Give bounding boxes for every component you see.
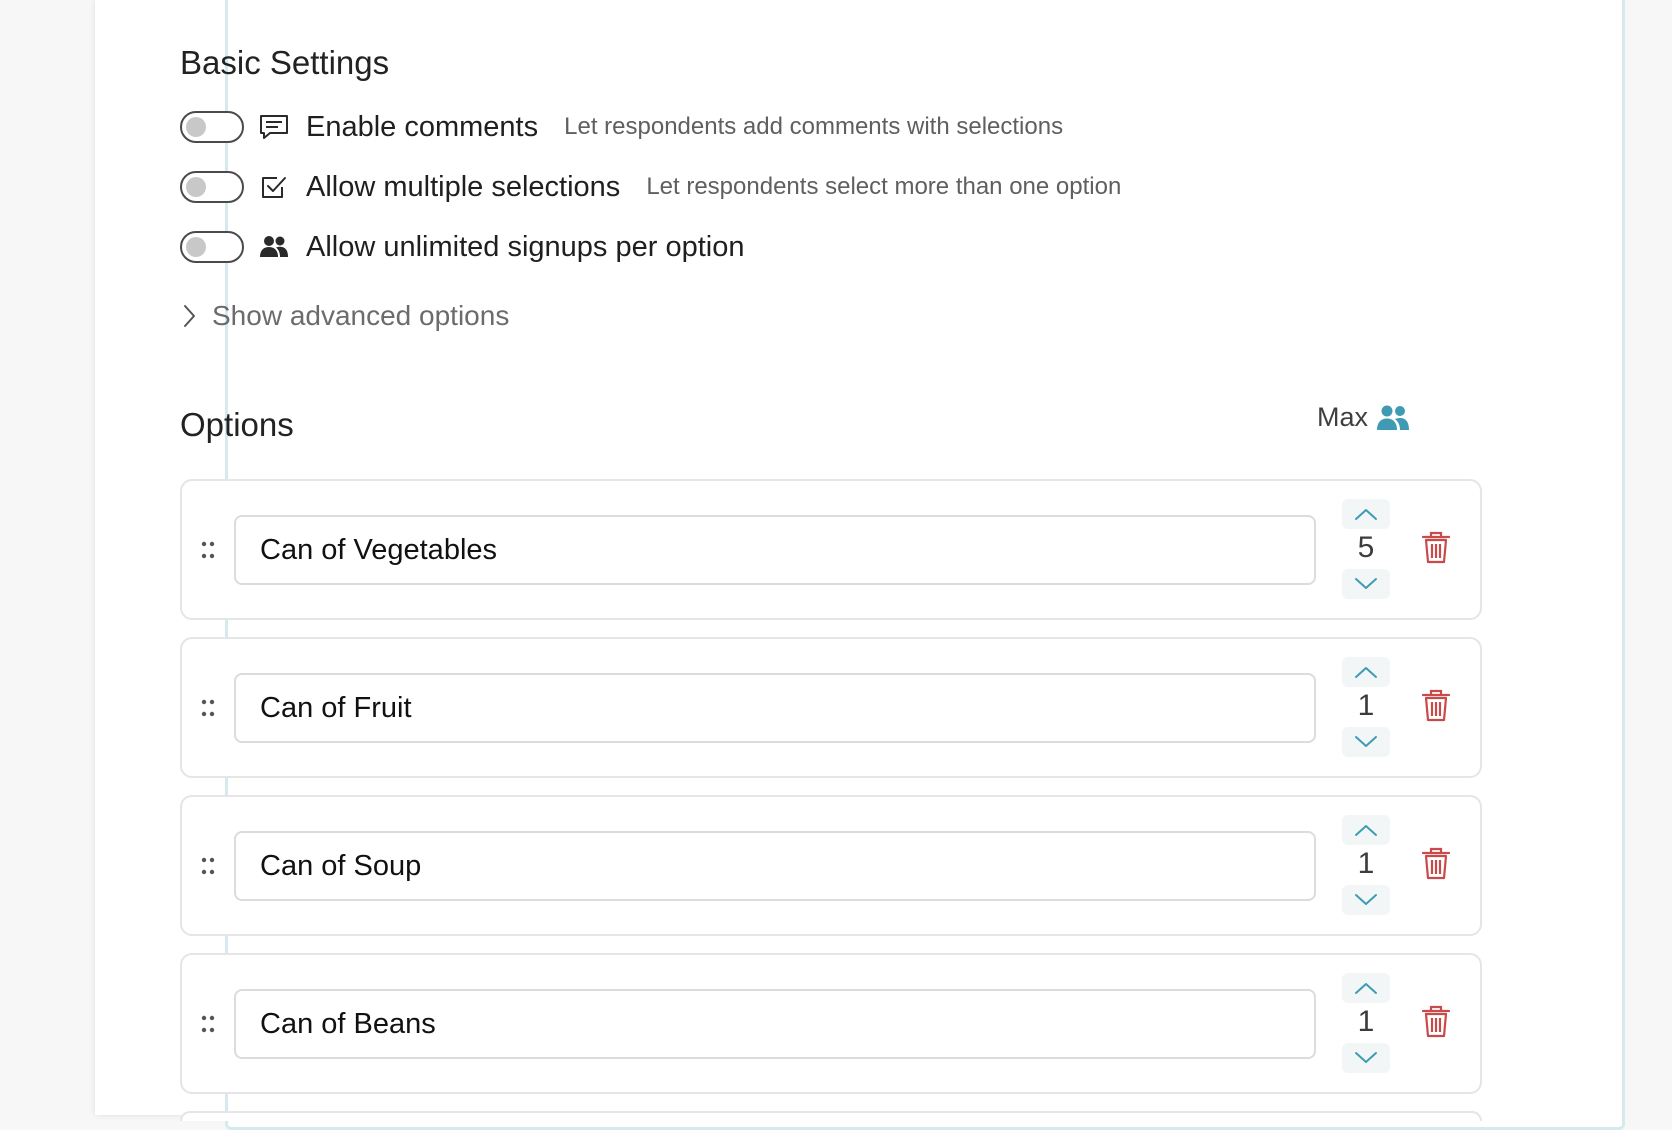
setting-unlimited-signups	[180, 229, 744, 265]
people-icon	[1376, 404, 1410, 432]
drag-handle-icon[interactable]	[198, 536, 218, 566]
decrement-button[interactable]	[1342, 569, 1390, 599]
option-card	[180, 953, 1482, 1094]
checkbox-icon	[258, 171, 290, 203]
setting-enable-comments	[180, 109, 1063, 145]
max-stepper	[1342, 657, 1392, 762]
max-header	[1317, 402, 1410, 433]
increment-button[interactable]	[1342, 973, 1390, 1003]
multiple-selections-toggle[interactable]	[180, 171, 244, 203]
chevron-up-icon	[1353, 980, 1379, 996]
option-card-partial	[180, 1111, 1482, 1121]
unlimited-signups-toggle[interactable]	[180, 231, 244, 263]
trash-icon[interactable]	[1420, 531, 1452, 565]
max-value[interactable]: 1	[1357, 847, 1375, 880]
setting-multiple-selections	[180, 169, 1121, 205]
enable-comments-description: Let respondents add comments with selections	[564, 113, 1064, 140]
max-label: Max	[1317, 402, 1369, 432]
option-card	[180, 479, 1482, 620]
show-advanced-options[interactable]	[180, 300, 509, 332]
drag-handle-icon[interactable]	[198, 852, 218, 882]
max-stepper	[1342, 815, 1392, 920]
increment-button[interactable]	[1342, 657, 1390, 687]
option-name-input[interactable]: Can of Beans	[234, 989, 1316, 1059]
trash-icon[interactable]	[1420, 847, 1452, 881]
toggle-knob	[186, 237, 206, 257]
unlimited-signups-label: Allow unlimited signups per option	[306, 230, 745, 263]
chevron-down-icon	[1353, 892, 1379, 908]
chevron-up-icon	[1353, 822, 1379, 838]
drag-handle-icon[interactable]	[198, 694, 218, 724]
chevron-down-icon	[1353, 734, 1379, 750]
option-card	[180, 637, 1482, 778]
max-stepper	[1342, 499, 1392, 604]
trash-icon[interactable]	[1420, 1005, 1452, 1039]
drag-handle-icon[interactable]	[198, 1010, 218, 1040]
enable-comments-label: Enable comments	[306, 110, 539, 143]
increment-button[interactable]	[1342, 499, 1390, 529]
comment-icon	[258, 111, 290, 143]
show-advanced-options-label: Show advanced options	[212, 300, 510, 331]
option-name-input[interactable]: Can of Vegetables	[234, 515, 1316, 585]
multiple-selections-label: Allow multiple selections	[306, 170, 621, 203]
basic-settings-title: Basic Settings	[180, 44, 390, 81]
option-card	[180, 795, 1482, 936]
chevron-down-icon	[1353, 1050, 1379, 1066]
decrement-button[interactable]	[1342, 885, 1390, 915]
toggle-knob	[186, 117, 206, 137]
options-title: Options	[180, 406, 294, 443]
increment-button[interactable]	[1342, 815, 1390, 845]
multiple-selections-description: Let respondents select more than one option	[646, 173, 1122, 200]
option-name-input[interactable]: Can of Fruit	[234, 673, 1316, 743]
people-icon	[258, 231, 290, 263]
toggle-knob	[186, 177, 206, 197]
trash-icon[interactable]	[1420, 689, 1452, 723]
max-value[interactable]: 1	[1357, 689, 1375, 722]
max-value[interactable]: 5	[1357, 531, 1375, 564]
max-value[interactable]: 1	[1357, 1005, 1375, 1038]
chevron-right-icon	[180, 302, 198, 330]
option-name-input[interactable]: Can of Soup	[234, 831, 1316, 901]
enable-comments-toggle[interactable]	[180, 111, 244, 143]
max-stepper	[1342, 973, 1392, 1078]
chevron-up-icon	[1353, 664, 1379, 680]
decrement-button[interactable]	[1342, 1043, 1390, 1073]
decrement-button[interactable]	[1342, 727, 1390, 757]
chevron-down-icon	[1353, 576, 1379, 592]
chevron-up-icon	[1353, 506, 1379, 522]
